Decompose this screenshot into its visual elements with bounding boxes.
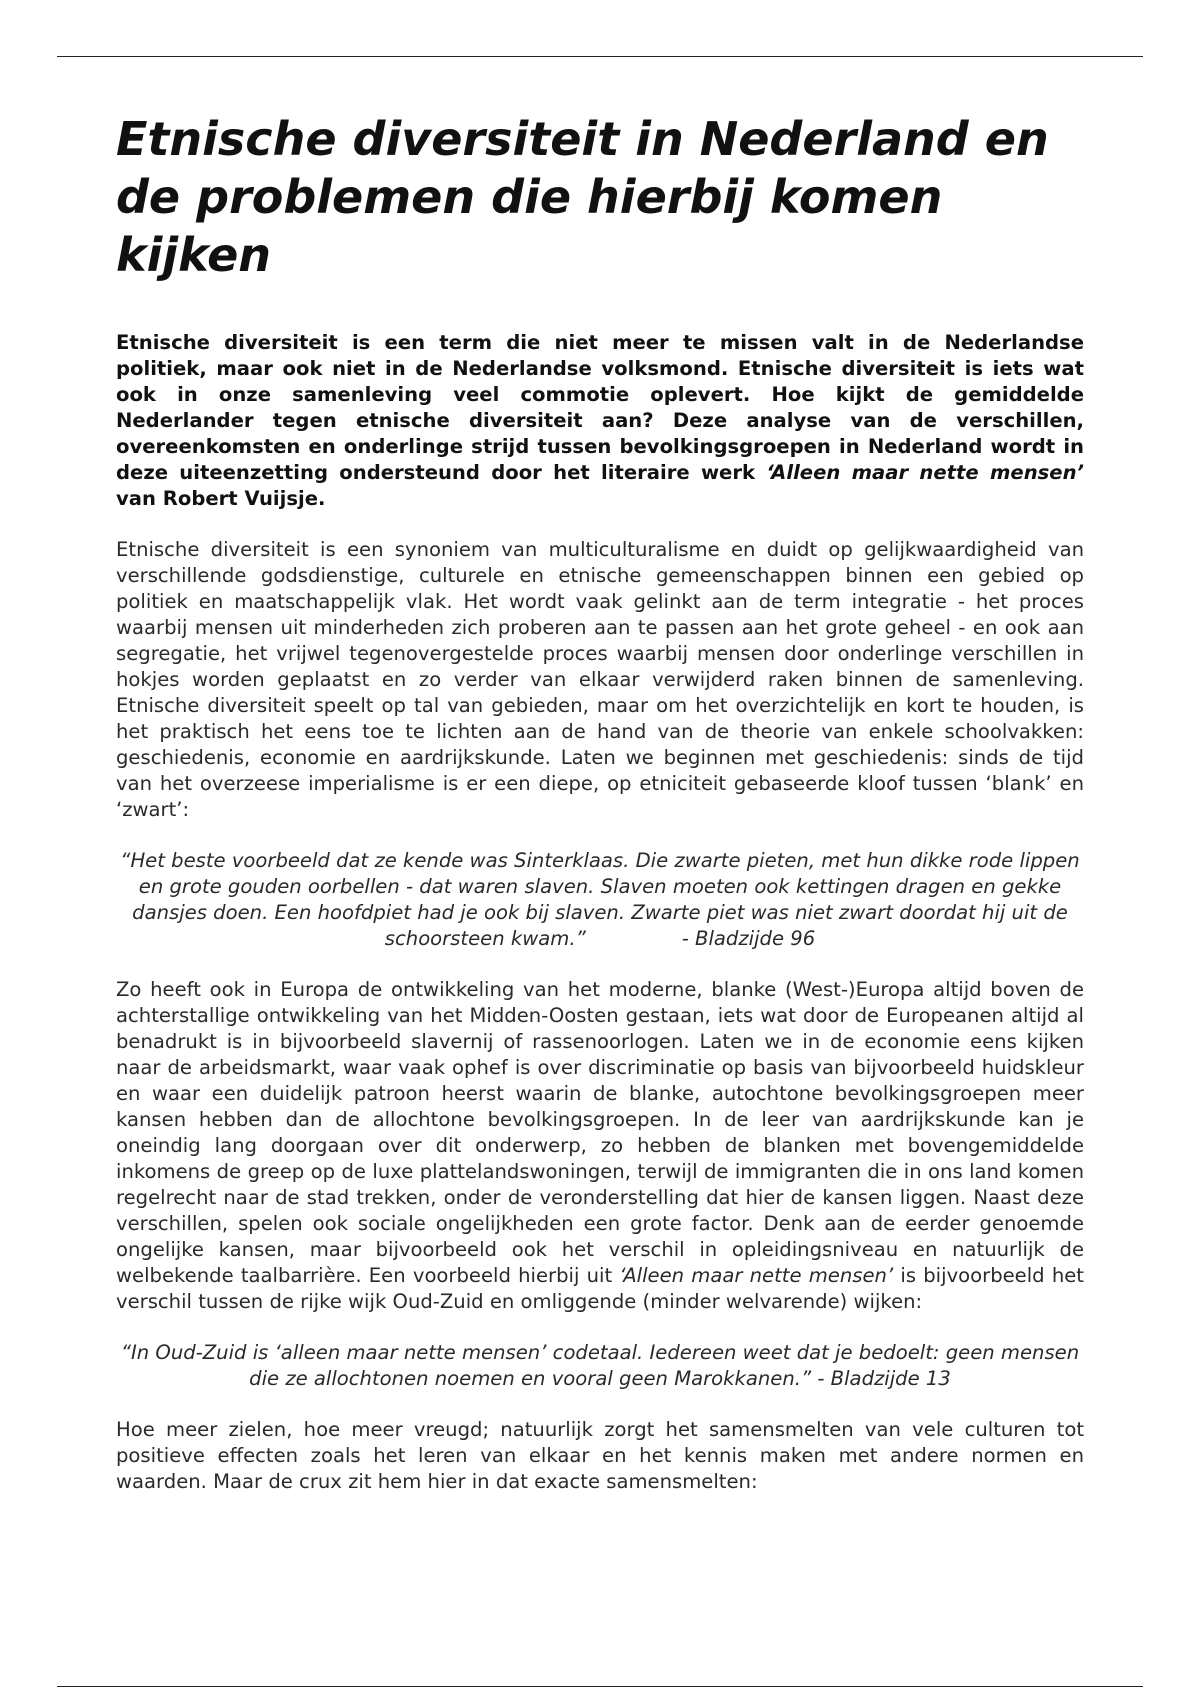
document-body: [116, 110, 1084, 1495]
lead-text-1: Etnische diversiteit is een term die niet meer te missen valt in de Nederlandse politiek, maar ook niet in de Nederlandse volksmond. Etnische diversiteit is iets wat ook in onze samenleving veel commotie oplevert. Hoe kijkt de gemiddelde Nederlander tegen etnische diversiteit aan? Deze analyse van de verschillen, overeenkomsten en onderlinge strijd tussen bevolkingsgroepen in Nederland wordt in deze uiteenzetting ondersteund door het literaire werk: [116, 331, 1084, 484]
quote-1-source: - Bladzijde 96: [681, 927, 816, 950]
document-title: Etnische diversiteit in Nederland en de problemen die hierbij komen kijken: [116, 112, 1049, 282]
quote-1-text: “Het beste voorbeeld dat ze kende was Sinterklaas. Die zwarte pieten, met hun dikke rode lippen en grote gouden oorbellen - dat waren slaven. Slaven moeten ook kettingen dragen en gekke dansjes doen. Een hoofdpiet had je ook bij slaven. Zwarte piet was niet zwart doordat hij uit de schoorsteen kwam.”: [120, 849, 1080, 950]
quote-2: [116, 1340, 1084, 1392]
para-2-book-title: ‘Alleen maar nette mensen’: [619, 1264, 894, 1287]
body-paragraph-3: Hoe meer zielen, hoe meer vreugd; natuurlijk zorgt het samensmelten van vele culturen tot positieve effecten zoals het leren van elkaar en het kennis maken met andere normen en waarden. Maar de crux zit hem hier in dat exacte samensmelten:: [116, 1418, 1084, 1493]
lead-text-2: van Robert Vuijsje.: [116, 487, 326, 510]
para-2-text-2: is bijvoorbeeld het verschil tussen de rijke wijk Oud-Zuid en omliggende (minder welvarende) wijken:: [116, 1264, 1084, 1313]
quote-1: [116, 848, 1084, 952]
para-2-text-1: Zo heeft ook in Europa de ontwikkeling van het moderne, blanke (West-)Europa altijd boven de achterstallige ontwikkeling van het Midden-Oosten gestaan, iets wat door de Europeanen altijd al benadrukt is in bijvoorbeeld slavernij of rassenoorlogen. Laten we in de economie eens kijken naar de arbeidsmarkt, waar vaak ophef is over discriminatie op basis van bijvoorbeeld huidskleur en waar een duidelijk patroon heerst waarin de blanke, autochtone bevolkingsgroepen meer kansen hebben dan de allochtone bevolkingsgroepen. In de leer van aardrijkskunde kan je oneindig lang doorgaan over dit onderwerp, zo hebben de blanken met bovengemiddelde inkomens de greep op de luxe plattelandswoningen, terwijl de immigranten die in ons land komen regelrecht naar de stad trekken, onder de veronderstelling dat hier de kansen liggen. Naast deze verschillen, spelen ook sociale ongelijkheden een grote factor. Denk aan de eerder genoemde ongelijke kansen, maar bijvoorbeeld ook het verschil in opleidingsniveau en natuurlijk de welbekende taalbarrière. Een voorbeeld hierbij uit: [116, 978, 1084, 1287]
lead-book-title: ‘Alleen maar nette mensen’: [766, 461, 1084, 484]
lead-paragraph: [116, 330, 1084, 512]
quote-2-source: - Bladzijde 13: [817, 1367, 951, 1390]
bottom-rule: [57, 1686, 1143, 1687]
body-paragraph-2: [116, 977, 1084, 1315]
quote-2-text: “In Oud-Zuid is ‘alleen maar nette mensen’ codetaal. Iedereen weet dat je bedoelt: geen mensen die ze allochtonen noemen en vooral geen Marokkanen.”: [120, 1341, 1080, 1390]
top-rule: [57, 56, 1143, 57]
body-paragraph-1: Etnische diversiteit is een synoniem van multiculturalisme en duidt op gelijkwaardigheid van verschillende godsdienstige, culturele en etnische gemeenschappen binnen een gebied op politiek en maatschappelijk vlak. Het wordt vaak gelinkt aan de term integratie - het proces waarbij mensen uit minderheden zich proberen aan te passen aan het grote geheel - en ook aan segregatie, het vrijwel tegenovergestelde proces waarbij mensen door onderlinge verschillen in hokjes worden geplaatst en zo verder van elkaar verwijderd raken binnen de samenleving. Etnische diversiteit speelt op tal van gebieden, maar om het overzichtelijk en kort te houden, is het praktisch het eens toe te lichten aan de hand van de theorie van enkele schoolvakken: geschiedenis, economie en aardrijkskunde. Laten we beginnen met geschiedenis: sinds de tijd van het overzeese imperialisme is er een diepe, op etniciteit gebaseerde kloof tussen ‘blank’ en ‘zwart’:: [116, 538, 1084, 821]
